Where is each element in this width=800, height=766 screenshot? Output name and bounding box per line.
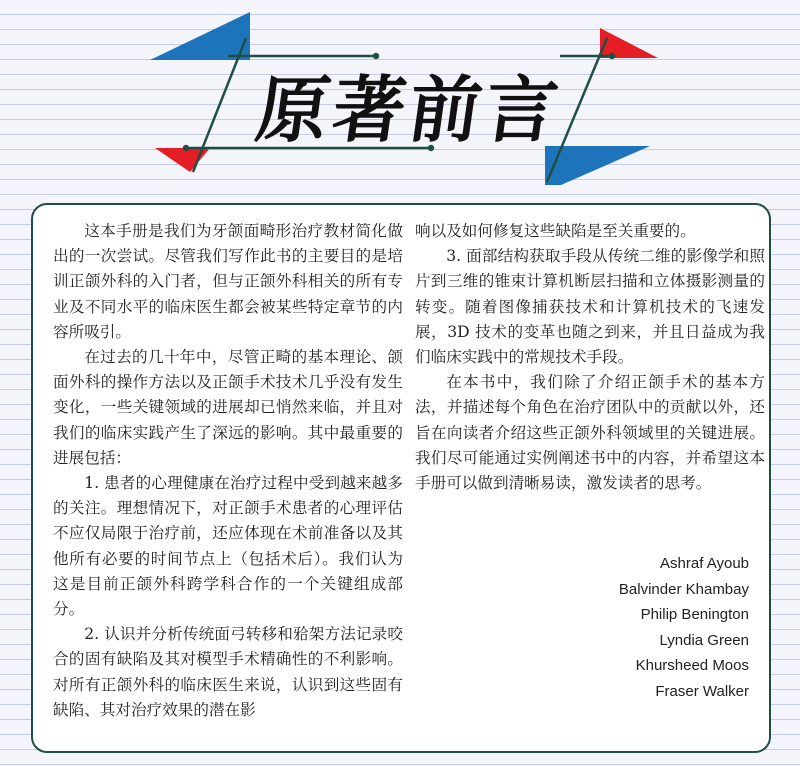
frame-dot (609, 53, 615, 59)
paragraph: 1. 患者的心理健康在治疗过程中受到越来越多的关注。理想情况下，对正颌手术患者的心理评估不应仅局限于治疗前，还应体现在术前准备以及其他所有必要的时间节点上（包括术后）。我们认为这是目前正颌外科跨学科合作的一个关键组成部分。 (53, 474, 403, 619)
paragraph: 在过去的几十年中，尽管正畸的基本理论、颌面外科的操作方法以及正颌手术技术几乎没有发生变化，一些关键领域的进展却已悄然来临，并且对我们的临床实践产生了深远的影响。其中最重要的进展包括： (53, 348, 403, 467)
author-name: Ashraf Ayoub (660, 555, 749, 572)
paragraph: 这本手册是我们为牙颌面畸形治疗教材简化做出的一次尝试。尽管我们写作此书的主要目的是培训正颌外科的入门者，但与正颌外科相关的所有专业及不同水平的临床医生都会被某些特定章节的内容所吸引。 (53, 222, 403, 341)
author-name: Fraser Walker (655, 682, 749, 700)
paragraph: 3. 面部结构获取手段从传统二维的影像学和照片到三维的锥束计算机断层扫描和立体摄影测量的转变。随着图像捕获技术和计算机技术的飞速发展，3D 技术的变革也随之到来，并且日益成为我们临床实践中的常规技术手段。 (415, 247, 765, 367)
author-name: Khursheed Moos (635, 657, 749, 674)
paragraph: 在本书中，我们除了介绍正颌手术的基本方法，并描述每个角色在治疗团队中的贡献以外，还旨在向读者介绍这些正颌外科领域里的关键进展。我们尽可能通过实例阐述书中的内容，并希望这本手册可以做到清晰易读，激发读者的思考。 (415, 373, 765, 493)
preface-panel (31, 203, 771, 753)
title-banner (0, 0, 800, 185)
author-name: Philip Benington (640, 606, 749, 623)
blue-triangle-top-left (150, 12, 250, 60)
red-triangle-top-right (600, 28, 658, 58)
right-column (415, 219, 765, 496)
page-title: 原著前言 (251, 68, 568, 152)
author-list (449, 551, 749, 704)
author-name: Balvinder Khambay (618, 580, 749, 598)
author-name: Lyndia Green (659, 631, 749, 649)
paragraph-continued: 响以及如何修复这些缺陷是至关重要的。 (415, 222, 696, 240)
left-column (53, 219, 403, 723)
frame-dot (183, 145, 189, 151)
paragraph: 2. 认识并分析传统面弓转移和𬌗架方法记录咬合的固有缺陷及其对模型手术精确性的不利影响。对所有正颌外科的临床医生来说，认识到这些固有缺陷、其对治疗效果的潜在影 (53, 625, 403, 719)
